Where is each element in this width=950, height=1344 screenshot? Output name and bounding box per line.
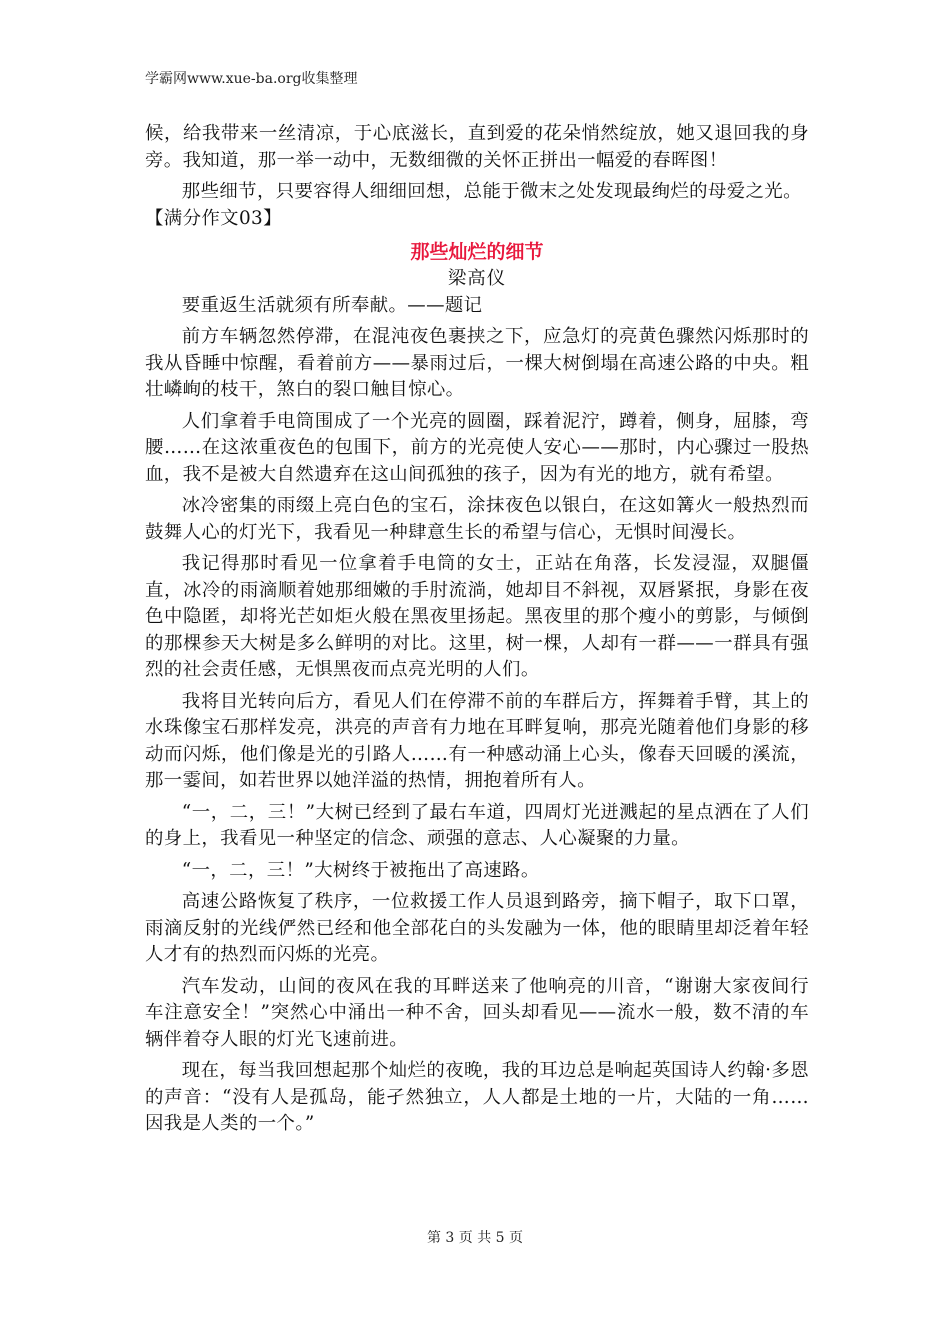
- essay-paragraph-3: 冰冷密集的雨缀上亮白色的宝石，涂抹夜色以银白，在这如篝火一般热烈而鼓舞人心的灯光下，我看见一种肆意生长的希望与信心，无惧时间漫长。: [145, 495, 809, 543]
- essay-paragraph-2: 人们拿着手电筒围成了一个光亮的圆圈，踩着泥泞，蹲着，侧身，屈膝，弯腰……在这浓重夜色的包围下，前方的光亮使人安心——那时，内心骤过一股热血，我不是被大自然遗弃在这山间孤独的孩子，因为有光的地方，就有希望。: [145, 410, 809, 485]
- essay-paragraph-4: 我记得那时看见一位拿着手电筒的女士，正站在角落，长发浸湿，双腿僵直，冰冷的雨滴顺着她那细嫩的手肘流淌，她却目不斜视，双唇紧抿，身影在夜色中隐匿，却将光芒如炬火般在黑夜里扬起。黑夜里的那个瘦小的剪影，与倾倒的那棵参天大树是多么鲜明的对比。这里，树一棵，人却有一群——一群具有强烈的社会责任感，无惧黑夜而点亮光明的人们。: [145, 553, 809, 680]
- essay-title: 那些灿烂的细节: [410, 241, 544, 263]
- essay-paragraph-7: “一，二，三！”大树终于被拖出了高速路。: [181, 859, 540, 881]
- page-footer-page-number: 第 3 页 共 5 页: [426, 1230, 524, 1246]
- document-body: [145, 121, 809, 1138]
- essay-epigraph: 要重返生活就须有所奉献。——题记: [181, 294, 483, 316]
- essay-paragraph-9: 汽车发动，山间的夜风在我的耳畔送来了他响亮的川音，“谢谢大家夜间行车注意安全！”突然心中涌出一种不舍，回头却看见——流水一般，数不清的车辆伴着夺人眼的灯光飞速前进。: [145, 975, 809, 1050]
- page-header-source: 学霸网www.xue-ba.org收集整理: [145, 71, 358, 87]
- prev-essay-paragraph-2: 那些细节，只要容得人细细回想，总能于微末之处发现最绚烂的母爱之光。: [181, 181, 802, 202]
- essay-paragraph-10: 现在，每当我回想起那个灿烂的夜晚，我的耳边总是响起英国诗人约翰·多恩的声音：“没有人是孤岛，能孑然独立，人人都是土地的一片，大陆的一角……因我是人类的一个。”: [145, 1060, 809, 1134]
- essay-paragraph-6: “一，二，三！”大树已经到了最右车道，四周灯光迸溅起的星点洒在了人们的身上，我看见一种坚定的信念、顽强的意志、人心凝聚的力量。: [145, 801, 809, 849]
- essay-paragraph-8: 高速公路恢复了秩序，一位救援工作人员退到路旁，摘下帽子，取下口罩，雨滴反射的光线俨然已经和他全部花白的头发融为一体，他的眼睛里却泛着年轻人才有的热烈而闪烁的光亮。: [145, 891, 809, 965]
- prev-essay-paragraph-1: 候，给我带来一丝清凉，于心底滋长，直到爱的花朵悄然绽放，她又退回我的身旁。我知道，那一举一动中，无数细微的关怀正拼出一幅爱的春晖图！: [145, 123, 809, 171]
- essay-author: 梁高仪: [447, 268, 507, 289]
- essay-paragraph-5: 我将目光转向后方，看见人们在停滞不前的车群后方，挥舞着手臂，其上的水珠像宝石那样发亮，洪亮的声音有力地在耳畔复响，那亮光随着他们身影的移动而闪烁，他们像是光的引路人……有一种感动涌上心头，像春天回暖的溪流，那一霎间，如若世界以她洋溢的热情，拥抱着所有人。: [145, 690, 809, 791]
- essay-label: 【满分作文03】: [145, 207, 282, 229]
- essay-paragraph-1: 前方车辆忽然停滞，在混沌夜色裹挟之下，应急灯的亮黄色骤然闪烁那时的我从昏睡中惊醒，看着前方——暴雨过后，一棵大树倒塌在高速公路的中央。粗壮嶙峋的枝干，煞白的裂口触目惊心。: [145, 326, 809, 400]
